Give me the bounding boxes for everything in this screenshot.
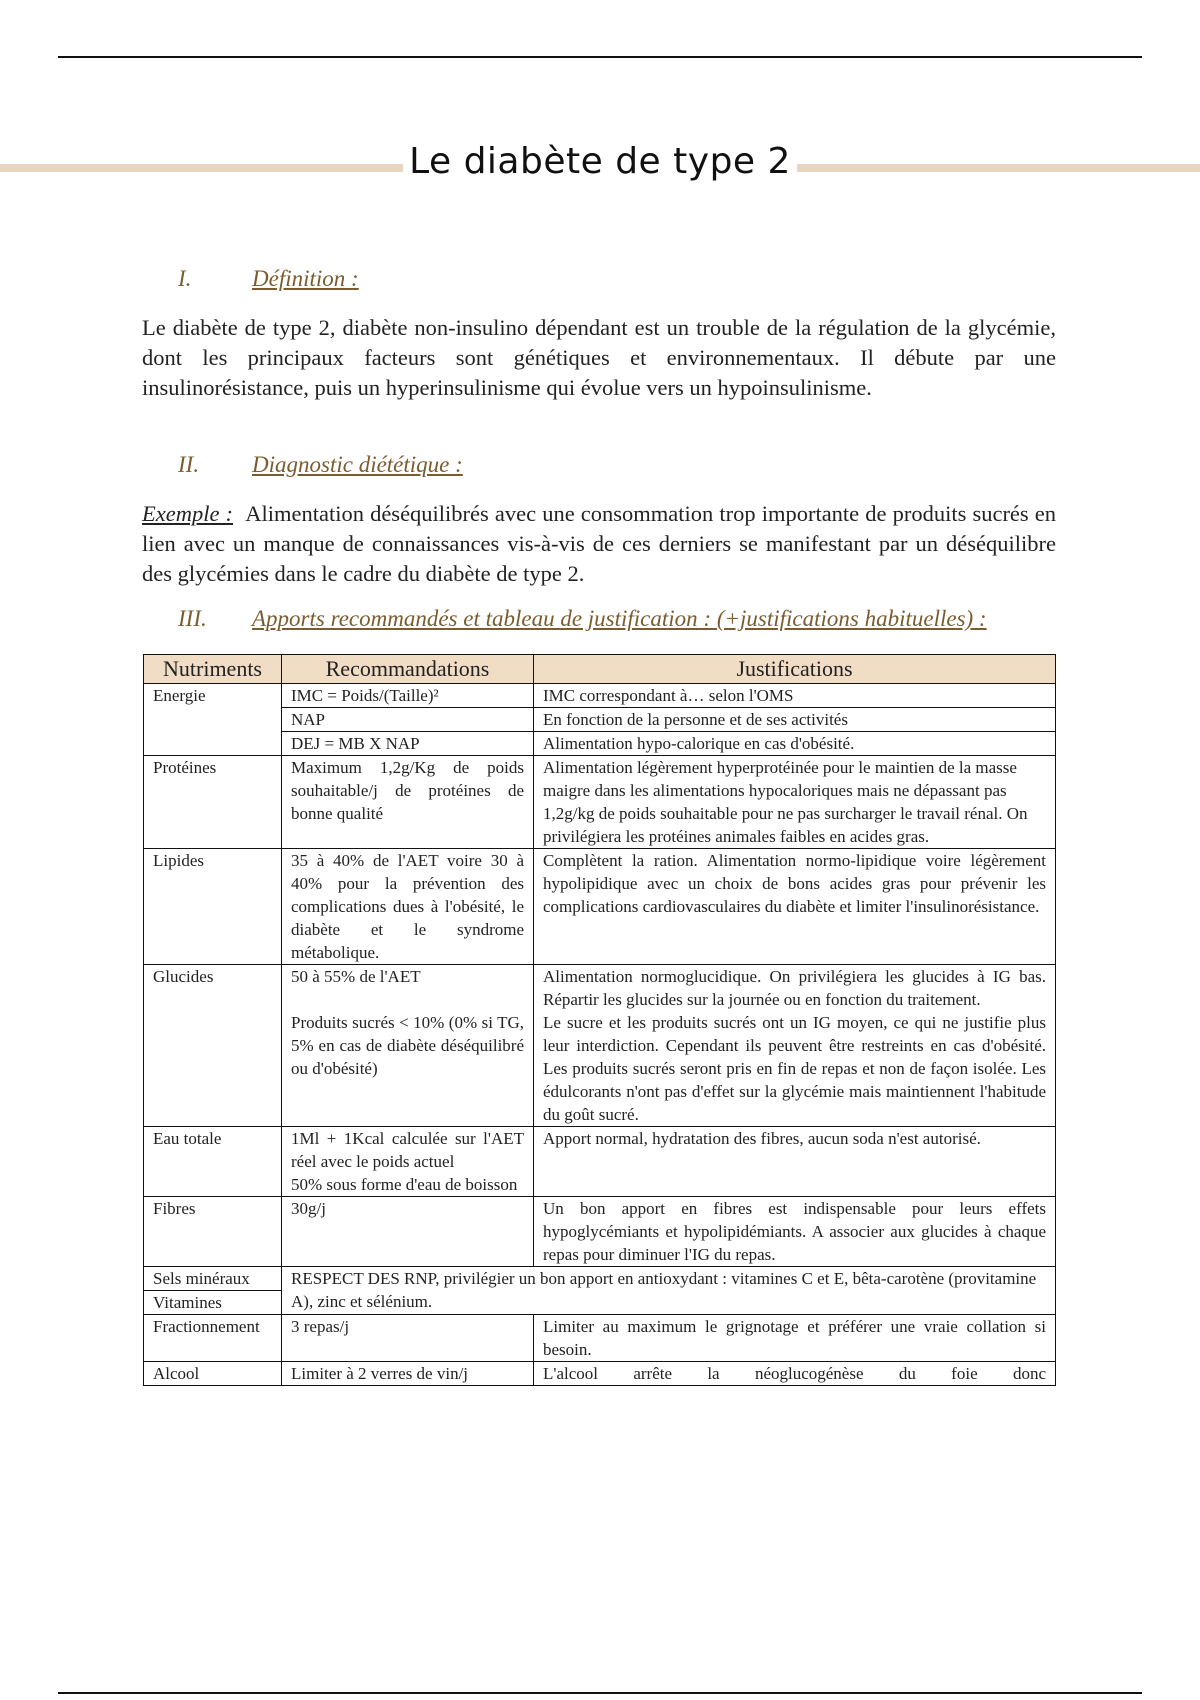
nutrient-cell: Glucides — [144, 965, 282, 1127]
nutrient-cell: Fibres — [144, 1197, 282, 1267]
diagnostic-paragraph — [142, 499, 1056, 589]
header-recommandations: Recommandations — [282, 655, 534, 684]
nutrient-cell: Sels minéraux — [144, 1267, 282, 1291]
diagnostic-text: Alimentation déséquilibrés avec une consommation trop importante de produits sucrés en lien avec un manque de connaissances vis-à-vis de ces derniers se manifestant par un déséquilibre des glycémies dans le cadre du diabète de type 2. — [142, 501, 1057, 586]
recommendation-cell: IMC = Poids/(Taille)² — [282, 684, 534, 708]
bottom-rule — [58, 1692, 1142, 1694]
table-row — [144, 1267, 1056, 1291]
section-heading-apports: III. Apports recommandés et tableau de justification : (+justifications habituelles) : — [178, 606, 987, 631]
page-title: Le diabète de type 2 — [0, 140, 1200, 184]
nutrient-cell: Protéines — [144, 756, 282, 849]
header-justifications: Justifications — [534, 655, 1056, 684]
recommendation-cell: Limiter à 2 verres de vin/j — [282, 1362, 534, 1386]
nutrient-cell: Energie — [144, 684, 282, 756]
recommendation-line: 50% sous forme d'eau de boisson — [291, 1175, 518, 1194]
recommendation-cell — [282, 1127, 534, 1197]
example-label: Exemple : — [142, 501, 234, 526]
justification-cell — [534, 965, 1056, 1127]
recommendation-cell: 3 repas/j — [282, 1315, 534, 1362]
justification-cell: Un bon apport en fibres est indispensable pour leurs effets hypoglycémiants et hypolipidémiants. A associer aux glucides à chaque repas pour diminuer l'IG du repas. — [534, 1197, 1056, 1267]
nutrition-table — [143, 654, 1056, 1386]
section-heading-diagnostic: II. Diagnostic diététique : — [178, 452, 463, 477]
nutrient-cell: Vitamines — [144, 1291, 282, 1315]
table-row — [144, 965, 1056, 1127]
justification-cell: Apport normal, hydratation des fibres, aucun soda n'est autorisé. — [534, 1127, 1056, 1197]
recommendation-line: 50 à 55% de l'AET — [291, 967, 421, 986]
justification-cell: Alimentation légèrement hyperprotéinée pour le maintien de la masse maigre dans les alimentations hypocaloriques mais ne dépassant pas 1,2g/kg de poids souhaitable pour ne pas surcharger le travail rénal. On privilégiera les protéines animales faibles en acides gras. — [534, 756, 1056, 849]
justification-cell: Alimentation hypo-calorique en cas d'obésité. — [534, 732, 1056, 756]
header-nutriments: Nutriments — [144, 655, 282, 684]
recommendation-line: Produits sucrés < 10% (0% si TG, 5% en cas de diabète déséquilibré ou d'obésité) — [291, 1013, 524, 1078]
justification-cell: Limiter au maximum le grignotage et préférer une vraie collation si besoin. — [534, 1315, 1056, 1362]
table-row — [144, 1127, 1056, 1197]
justification-cell: L'alcool arrête la néoglucogénèse du foie donc — [534, 1362, 1056, 1386]
table-row — [144, 756, 1056, 849]
recommendation-cell: 30g/j — [282, 1197, 534, 1267]
top-rule — [58, 56, 1142, 58]
nutrient-cell: Eau totale — [144, 1127, 282, 1197]
table-row — [144, 849, 1056, 965]
recommendation-cell: NAP — [282, 708, 534, 732]
nutrient-cell: Alcool — [144, 1362, 282, 1386]
definition-paragraph: Le diabète de type 2, diabète non-insulino dépendant est un trouble de la régulation de la glycémie, dont les principaux facteurs sont génétiques et environnementaux. Il débute par une insulinorésistance, puis un hyperinsulinisme qui évolue vers un hypoinsulinisme. — [142, 315, 1056, 400]
table-row — [144, 1197, 1056, 1267]
recommendation-cell: Maximum 1,2g/Kg de poids souhaitable/j de protéines de bonne qualité — [282, 756, 534, 849]
recommendation-cell: DEJ = MB X NAP — [282, 732, 534, 756]
justification-line: Le sucre et les produits sucrés ont un IG moyen, ce qui ne justifie plus leur interdiction. Cependant ils peuvent être restreints en cas d'obésité. Les produits sucrés seront pris en fin de repas et non de façon isolée. Les édulcorants n'ont pas d'effet sur la glycémie mais maintiennent l'habitude du goût sucré. — [543, 1013, 1046, 1124]
recommendation-cell: RESPECT DES RNP, privilégier un bon apport en antioxydant : vitamines C et E, bêta-carotène (provitamine A), zinc et sélénium. — [282, 1267, 1056, 1315]
table-row — [144, 684, 1056, 708]
justification-cell: En fonction de la personne et de ses activités — [534, 708, 1056, 732]
table-row — [144, 1362, 1056, 1386]
recommendation-cell — [282, 965, 534, 1127]
justification-line: Alimentation normoglucidique. On privilégiera les glucides à IG bas. Répartir les glucides sur la journée ou en fonction du traitement. — [543, 967, 1046, 1009]
table-row — [144, 1315, 1056, 1362]
table-header-row — [144, 655, 1056, 684]
recommendation-cell: 35 à 40% de l'AET voire 30 à 40% pour la prévention des complications dues à l'obésité, le diabète et le syndrome métabolique. — [282, 849, 534, 965]
justification-cell: Complètent la ration. Alimentation normo-lipidique voire légèrement hypolipidique avec un choix de bons acides gras pour prévenir les complications cardiovasculaires du diabète et limiter l'insulinorésistance. — [534, 849, 1056, 965]
justification-cell: IMC correspondant à… selon l'OMS — [534, 684, 1056, 708]
nutrient-cell: Lipides — [144, 849, 282, 965]
spacer — [291, 988, 524, 1011]
recommendation-line: 1Ml + 1Kcal calculée sur l'AET réel avec le poids actuel — [291, 1129, 524, 1171]
nutrient-cell: Fractionnement — [144, 1315, 282, 1362]
section-heading-definition: I. Définition : — [178, 266, 359, 291]
